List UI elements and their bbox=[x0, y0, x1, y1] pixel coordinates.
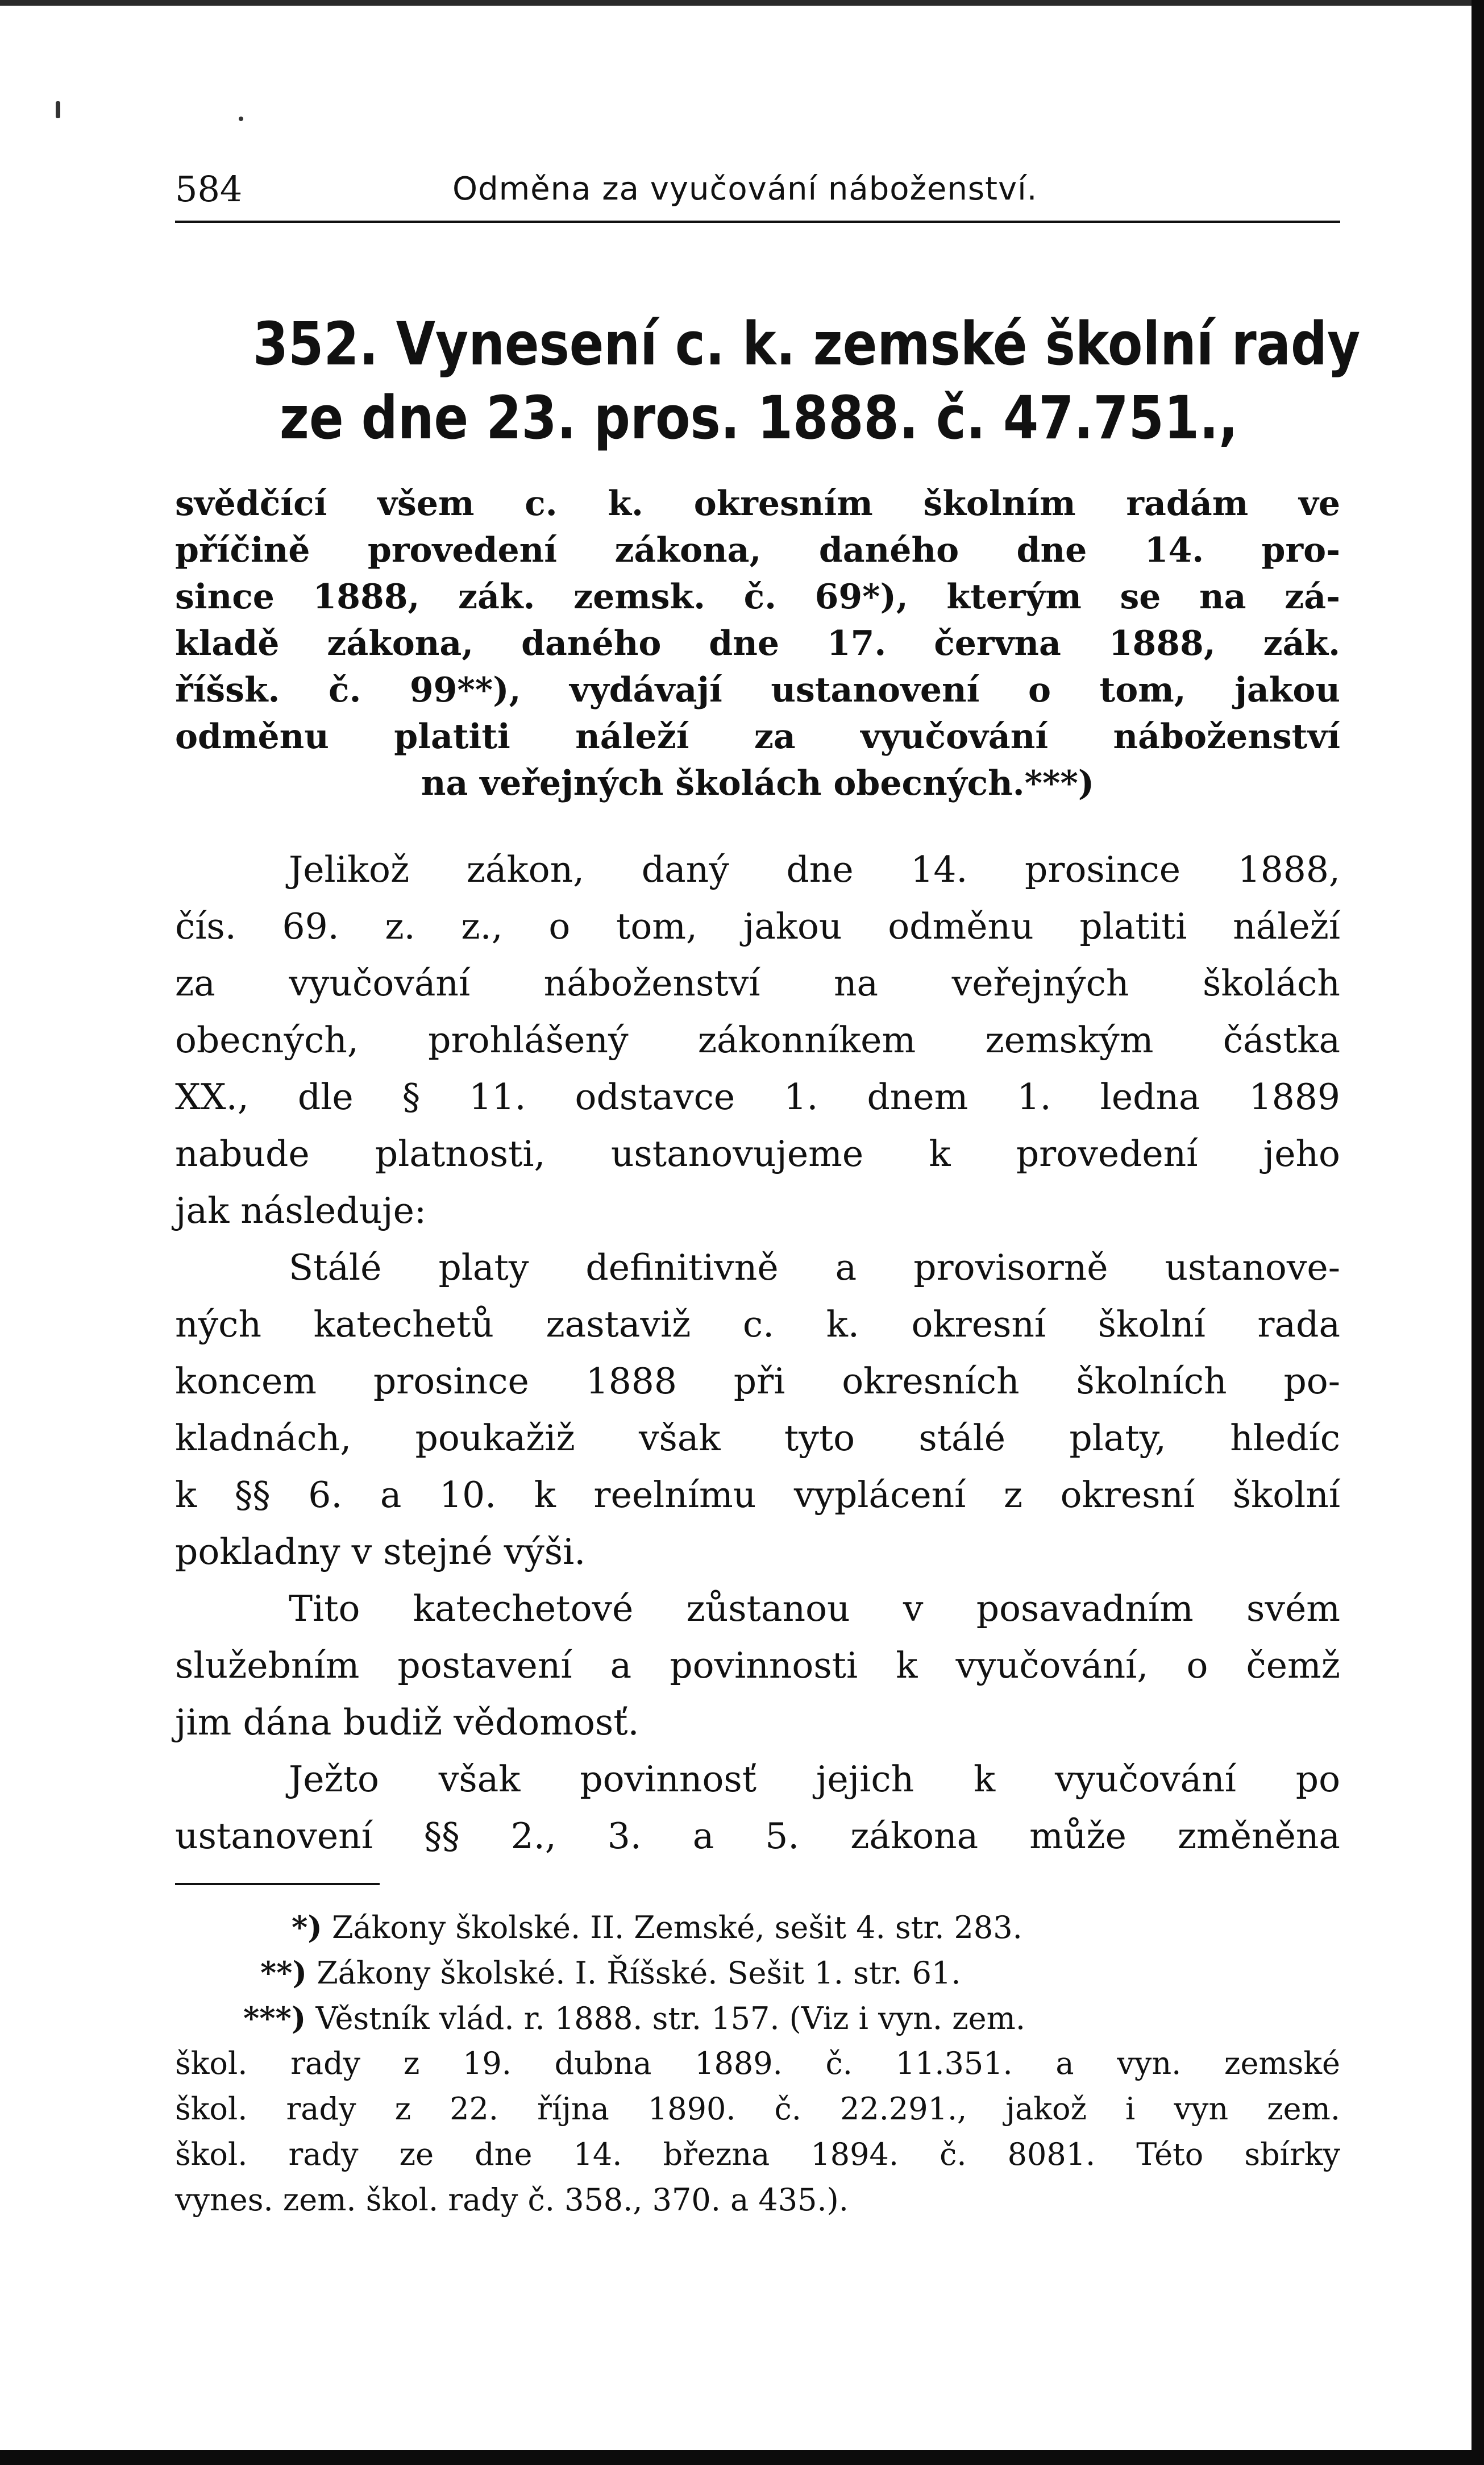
body-line: ných katechetů zastaviž c. k. okresní školní rada bbox=[175, 1304, 1340, 1345]
subtitle-line: svědčící všem c. k. okresním školním radám ve bbox=[175, 484, 1340, 524]
footnote-3 bbox=[175, 1995, 1340, 2041]
body-line: Tito katechetové zůstanou v posavadním svém bbox=[289, 1588, 1340, 1629]
footnote-line: škol. rady z 19. dubna 1889. č. 11.351. a vyn. zemské bbox=[175, 2045, 1340, 2081]
subtitle-line: říšsk. č. 99**), vydávají ustanovení o tom, jakou bbox=[175, 670, 1340, 710]
scan-speck bbox=[56, 101, 60, 118]
body-line: kladnách, poukažiž však tyto stálé platy, hledíc bbox=[175, 1417, 1340, 1459]
body-text bbox=[175, 841, 1340, 1865]
body-line: Stálé platy definitivně a provisorně ustanove- bbox=[289, 1247, 1340, 1288]
body-line: Jelikož zákon, daný dne 14. prosince 1888, bbox=[289, 849, 1340, 890]
footnote-1 bbox=[175, 1904, 1340, 1950]
body-line: čís. 69. z. z., o tom, jakou odměnu platiti náleží bbox=[175, 906, 1340, 947]
body-line: služebním postavení a povinnosti k vyučování, o čemž bbox=[175, 1645, 1340, 1686]
subtitle-line: odměnu platiti náleží za vyučování náboženství bbox=[175, 717, 1340, 757]
body-line: koncem prosince 1888 při okresních školních po- bbox=[175, 1360, 1340, 1402]
scan-speck bbox=[239, 117, 243, 121]
body-line: jim dána budiž vědomosť. bbox=[175, 1702, 639, 1743]
footnote-line: vynes. zem. škol. rady č. 358., 370. a 435.). bbox=[175, 2182, 849, 2218]
running-head bbox=[175, 164, 1340, 215]
body-line: za vyučování náboženství na veřejných školách bbox=[175, 962, 1340, 1004]
footnote-marker: *) bbox=[292, 1909, 322, 1945]
footnote-rule bbox=[175, 1883, 380, 1885]
body-line: pokladny v stejné výši. bbox=[175, 1531, 586, 1572]
body-line: ustanovení §§ 2., 3. a 5. zákona může změněna bbox=[175, 1815, 1340, 1857]
header-rule bbox=[175, 221, 1340, 223]
decree-subtitle bbox=[175, 480, 1340, 807]
running-title: Odměna za vyučování náboženství. bbox=[452, 171, 1038, 208]
footnote-2 bbox=[175, 1950, 1340, 1995]
subtitle-line: since 1888, zák. zemsk. č. 69*), kterým se na zá- bbox=[175, 577, 1340, 617]
scan-border-right bbox=[1471, 0, 1484, 2465]
scan-border-bottom bbox=[0, 2450, 1484, 2465]
heading-line-2: ze dne 23. pros. 1888. č. 47.751., bbox=[279, 383, 1238, 453]
subtitle-line: kladě zákona, daného dne 17. června 1888, zák. bbox=[175, 624, 1340, 663]
footnotes bbox=[175, 1904, 1340, 2223]
body-line: jak následuje: bbox=[175, 1190, 427, 1231]
footnote-text: Zákony školské. II. Zemské, sešit 4. str. 283. bbox=[331, 1910, 1022, 1945]
body-line: nabude platnosti, ustanovujeme k provedení jeho bbox=[175, 1133, 1340, 1175]
scan-border-top bbox=[0, 0, 1484, 6]
page-number: 584 bbox=[175, 168, 243, 210]
footnote-line: škol. rady z 22. října 1890. č. 22.291., jakož i vyn zem. bbox=[175, 2091, 1340, 2127]
footnote-marker: ***) bbox=[243, 2000, 306, 2036]
body-line: XX., dle § 11. odstavce 1. dnem 1. ledna 1889 bbox=[175, 1076, 1340, 1118]
footnote-marker: **) bbox=[260, 1954, 307, 1991]
heading-line-1: 352. Vynesení c. k. zemské školní rady bbox=[252, 309, 1361, 379]
body-line: Ježto však povinnosť jejich k vyučování po bbox=[289, 1758, 1340, 1800]
subtitle-line: na veřejných školách obecných.***) bbox=[421, 763, 1095, 803]
body-line: obecných, prohlášený zákonníkem zemským částka bbox=[175, 1019, 1340, 1061]
body-line: k §§ 6. a 10. k reelnímu vyplácení z okresní školní bbox=[175, 1474, 1340, 1516]
subtitle-line: příčině provedení zákona, daného dne 14. pro- bbox=[175, 530, 1340, 570]
decree-heading bbox=[252, 307, 1361, 455]
footnote-line: škol. rady ze dne 14. března 1894. č. 8081. Této sbírky bbox=[175, 2136, 1340, 2172]
footnote-text: Věstník vlád. r. 1888. str. 157. (Viz i vyn. zem. bbox=[315, 2001, 1025, 2036]
footnote-text: Zákony školské. I. Říšské. Sešit 1. str. 61. bbox=[317, 1955, 961, 1991]
